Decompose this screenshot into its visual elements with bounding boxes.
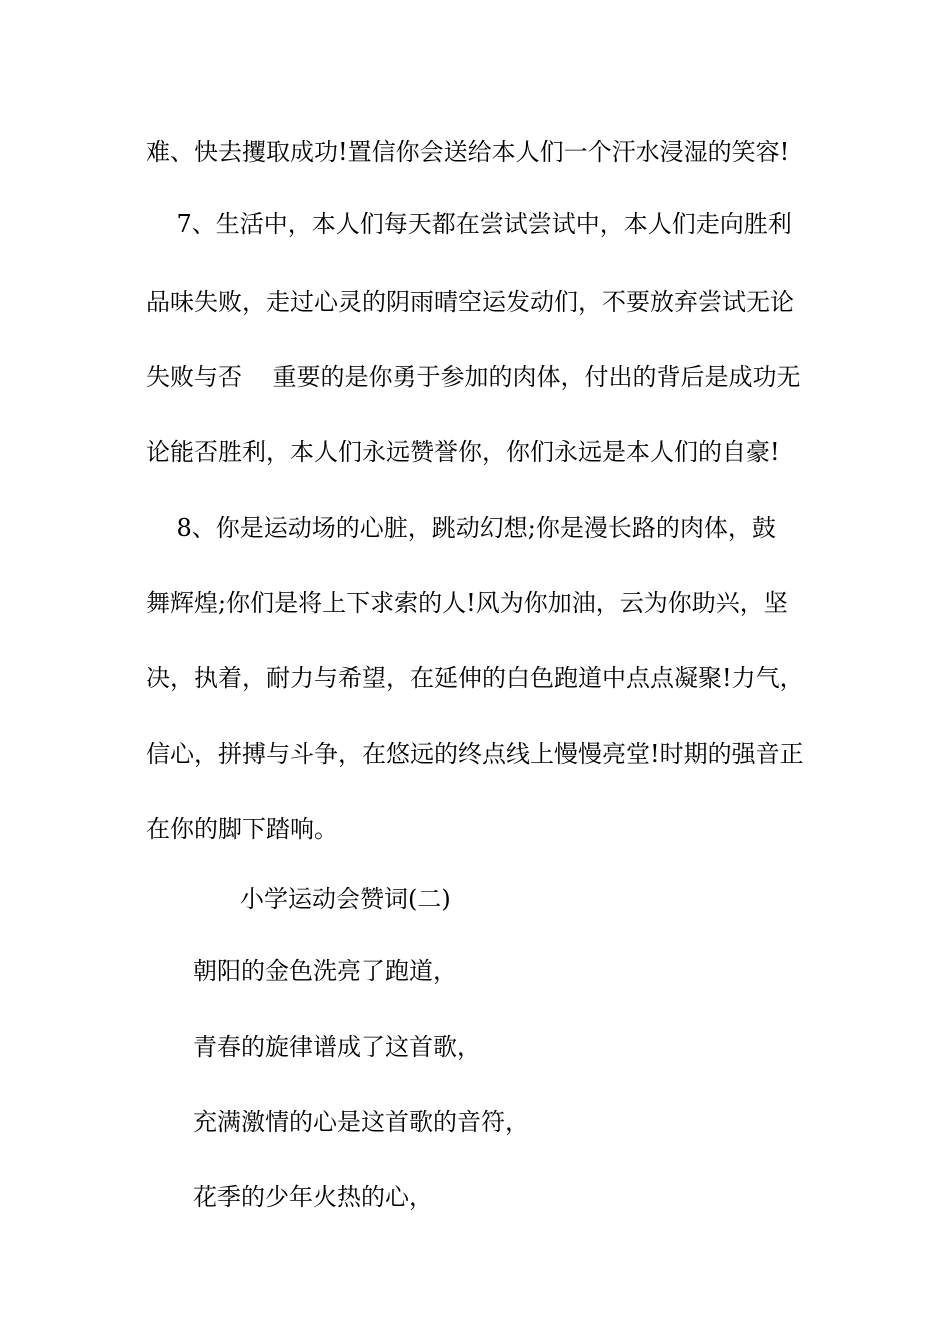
section-heading: 小学运动会赞词(二) xyxy=(240,885,451,913)
paragraph-line: 论能否胜利，本人们永远赞誉你，你们永远是本人们的自豪! xyxy=(146,438,780,466)
paragraph-line: 在你的脚下踏响。 xyxy=(146,815,338,843)
verse-line: 充满激情的心是这首歌的音符， xyxy=(193,1108,529,1136)
paragraph-line: 信心，拼搏与斗争，在悠远的终点线上慢慢亮堂!时期的强音正 xyxy=(146,740,804,768)
paragraph-line: 舞辉煌;你们是将上下求索的人!风为你加油，云为你助兴，坚 xyxy=(146,589,788,617)
paragraph-line: 品味失败，走过心灵的阴雨晴空运发动们，不要放弃尝试无论 xyxy=(146,288,794,316)
verse-line: 花季的少年火热的心， xyxy=(193,1183,433,1211)
paragraph-line: 失败与否 重要的是你勇于参加的肉体，付出的背后是成功无 xyxy=(146,363,801,391)
paragraph-line: 难、快去攫取成功!置信你会送给本人们一个汗水浸湿的笑容! xyxy=(146,138,790,166)
paragraph-line: 决，执着，耐力与希望，在延伸的白色跑道中点点凝聚!力气， xyxy=(146,664,804,692)
verse-line: 青春的旋律谱成了这首歌， xyxy=(193,1033,481,1061)
paragraph-line: 7、生活中，本人们每天都在尝试尝试中，本人们走向胜利 xyxy=(146,210,792,238)
paragraph-line: 8、你是运动场的心脏，跳动幻想;你是漫长路的肉体，鼓 xyxy=(146,514,776,542)
verse-line: 朝阳的金色洗亮了跑道， xyxy=(193,957,457,985)
